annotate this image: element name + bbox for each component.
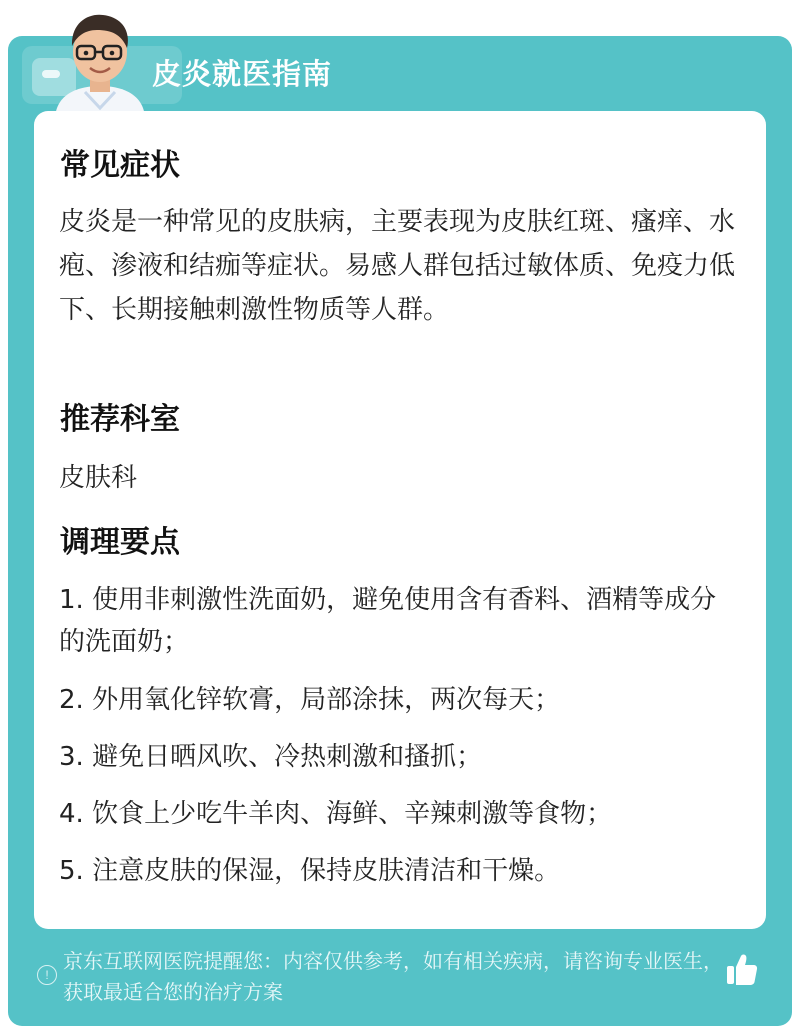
thumbs-up-icon[interactable] [726,952,758,986]
page-title: 皮炎就医指南 [152,57,333,91]
symptoms-text: 皮炎是一种常见的皮肤病，主要表现为皮肤红斑、瘙痒、水疱、渗液和结痂等症状。易感人群包括过敏体质、免疫力低下、长期接触刺激性物质等人群。 [59,207,736,325]
care-item-5: 5. 注意皮肤的保湿，保持皮肤清洁和干燥。 [59,856,561,886]
info-icon: ! [37,965,57,985]
footer-notice: 京东互联网医院提醒您：内容仅供参考，如有相关疾病，请咨询专业医生，获取最适合您的治疗方案 [63,949,723,1004]
care-heading: 调理要点 [60,525,180,560]
care-item-1: 1. 使用非刺激性洗面奶，避免使用含有香料、酒精等成分的洗面奶； [59,585,717,657]
department-text: 皮肤科 [59,463,138,493]
symptoms-heading: 常见症状 [60,148,180,183]
care-item-2: 2. 外用氧化锌软膏，局部涂抹，两次每天； [59,685,561,715]
care-item-3: 3. 避免日晒风吹、冷热刺激和搔抓； [59,742,483,772]
department-heading: 推荐科室 [60,402,180,437]
doctor-avatar [45,8,155,120]
care-item-4: 4. 饮食上少吃牛羊肉、海鲜、辛辣刺激等食物； [59,799,613,829]
